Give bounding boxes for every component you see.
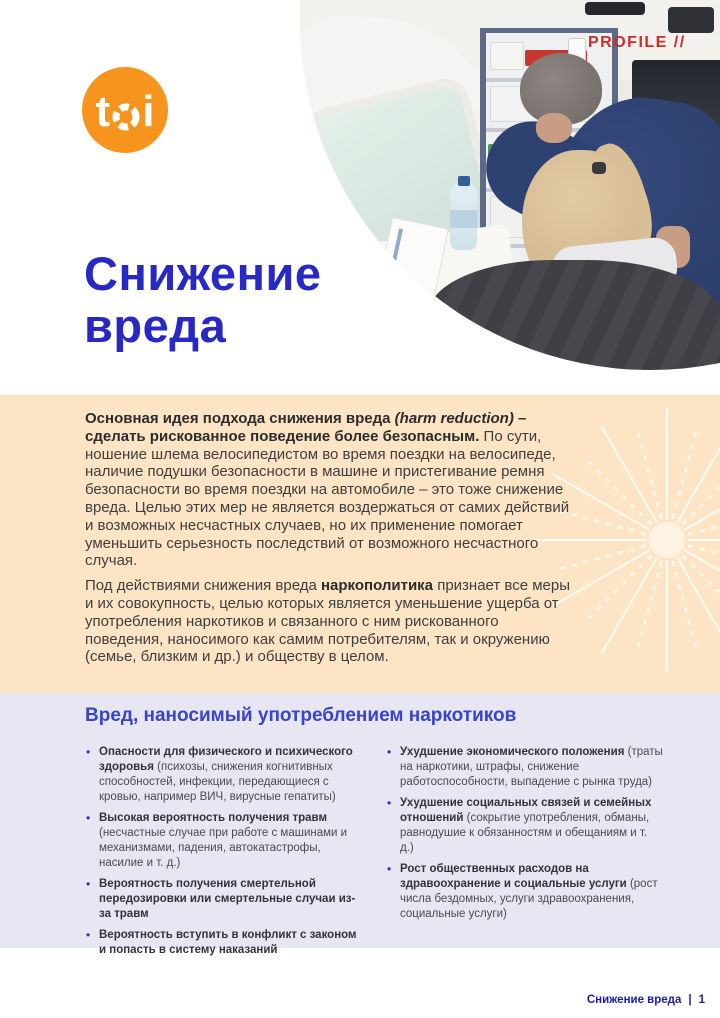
intro-p2-rest: признает все меры и их совокупность, целью которых является уменьшение ущерба от употребления наркотиков и связанного с ним рискованного поведения, наносимого как самим потребителям, так и окружению (семье, близким и др.) и обществу в целом. <box>85 577 571 666</box>
harm-item <box>85 928 362 958</box>
harm-item <box>85 877 362 922</box>
intro-paragraph-2 <box>85 577 577 666</box>
harm-item-bold: Вероятность вступить в конфликт с законом и попасть в систему наказаний <box>99 929 357 956</box>
harm-item <box>85 745 362 805</box>
intro-section <box>0 395 720 693</box>
harm-item-bold: Опасности для физического и психического здоровья <box>99 746 353 773</box>
footer-separator: | <box>688 994 692 1006</box>
photo-man-face <box>536 113 572 143</box>
harm-item-bold: Ухудшение социальных связей и семейных отношений <box>400 797 652 824</box>
intro-lead-bold2: – сделать рискованное поведение более безопасным. <box>85 410 527 445</box>
harms-heading: Вред, наносимый употреблением наркотиков <box>85 705 517 726</box>
page-title <box>84 248 322 352</box>
harm-item-bold: Ухудшение экономического положения <box>400 746 625 758</box>
intro-p2-pre: Под действиями снижения вреда <box>85 577 321 595</box>
intro-lead-bold: Основная идея подхода снижения вреда <box>85 410 395 427</box>
harm-item-detail: (несчастные случае при работе с машинами и механизмами, падения, автокатастрофы, насилие и т. д.) <box>99 827 348 869</box>
harm-item-bold: Рост общественных расходов на здравоохранение и социальные услуги <box>400 863 627 890</box>
harm-item-bold: Высокая вероятность получения травм <box>99 812 327 824</box>
logo-letter-i: i <box>142 87 155 136</box>
intro-paragraph-1 <box>85 410 577 570</box>
page-title-line2: вреда <box>84 299 227 352</box>
photo-bottle-label <box>450 210 477 228</box>
intro-body-text: По сути, ношение шлема велосипедистом во время поездки на велосипеде, наличие подушки безопасности в машине и пристегивание ремня безопасности во время поездки на автомобиле – это тоже снижение вреда. Целью этих мер не является воздержаться от самих действий и возможных несчастных случаев, но их применение помогает уменьшить серьезность последствий от возможного несчастного случая. <box>85 427 570 570</box>
footer-page-number: 1 <box>698 994 705 1006</box>
intro-harm-reduction: (harm reduction) <box>394 410 514 427</box>
harm-item-detail: (рост числа бездомных, услуги здравоохранения, социальные услуги) <box>400 878 658 920</box>
photo-profile-label: PROFILE // <box>588 34 686 51</box>
photo-ceiling-vent <box>585 2 645 15</box>
harm-item <box>386 862 663 922</box>
logo-letter-t: t <box>95 87 111 136</box>
harms-section <box>0 693 720 956</box>
intro-text <box>85 410 577 673</box>
footer-doc-title: Снижение вреда <box>586 994 682 1006</box>
photo-bottle-cap <box>458 176 470 186</box>
harms-column-right <box>386 745 663 964</box>
tai-logo <box>82 67 168 153</box>
harm-item <box>386 745 663 790</box>
intro-p2-bold: наркополитика <box>320 577 434 595</box>
photo-ceiling-vent <box>668 7 714 33</box>
harms-column-left <box>85 745 362 964</box>
logo-segmented-ring-icon <box>112 103 140 131</box>
page-footer <box>587 994 705 1006</box>
harm-item-detail: (сокрытие употребления, обманы, равнодушие к обязанностям и обещаниям и т. д.) <box>400 812 650 854</box>
page-title-line1: Снижение <box>84 247 322 300</box>
harms-columns <box>85 745 663 964</box>
harm-item <box>386 796 663 856</box>
photo-white-box <box>490 42 524 70</box>
harm-item-bold: Вероятность получения смертельной передозировки или смертельные случаи из-за травм <box>99 878 356 920</box>
photo-hair-clip <box>592 162 606 174</box>
clinic-van-photo <box>300 0 720 370</box>
harm-item <box>85 811 362 871</box>
harm-item-detail: (траты на наркотики, штрафы, снижение работоспособности, выпадение с рынка труда) <box>400 746 663 788</box>
photo-woman-jacket <box>428 260 720 370</box>
harm-item-detail: (психозы, снижения когнитивных способностей, инфекции, передающиеся с кровью, например ВИЧ, вирусные гепатиты) <box>99 761 336 803</box>
